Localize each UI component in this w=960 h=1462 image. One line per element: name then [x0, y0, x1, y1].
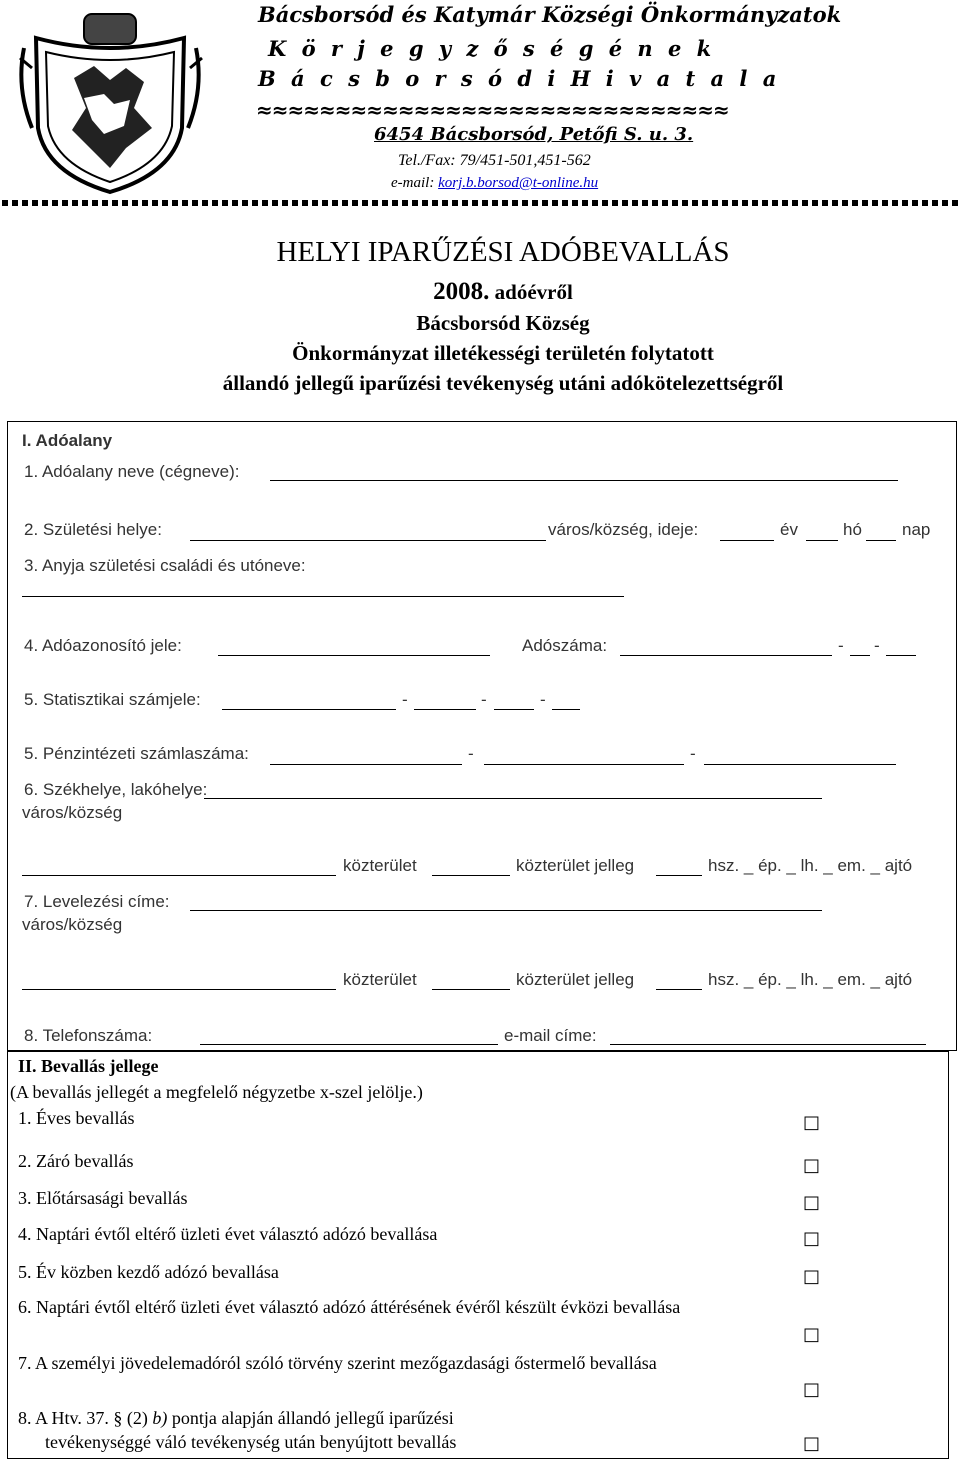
- return-type-item-continued: tevékenységgé váló tevékenység után benyújtott bevallás: [45, 1432, 457, 1452]
- stat-number-dash3: -: [540, 690, 546, 709]
- phone-label: 8. Telefonszáma:: [24, 1026, 153, 1045]
- office-phone: Tel./Fax: 79/451-501,451-562: [398, 152, 591, 169]
- email-label: e-mail:: [391, 175, 439, 191]
- return-type-checkbox[interactable]: □: [803, 1228, 821, 1249]
- email-field[interactable]: [610, 1044, 926, 1045]
- tax-number-part1-field[interactable]: [620, 655, 832, 656]
- header-dotted-divider: [2, 200, 958, 206]
- section-return-type-note: (A bevallás jellegét a megfelelő négyzetbe x-szel jelölje.): [10, 1082, 423, 1102]
- stat-number-part4-field[interactable]: [552, 709, 580, 710]
- mailing-city-label: város/község: [22, 915, 123, 934]
- section-return-type-heading: II. Bevallás jellege: [18, 1056, 159, 1076]
- form-subtitle-line2: állandó jellegű iparűzési tevékenység utáni adókötelezettségről: [222, 371, 784, 395]
- mailing-street-field[interactable]: [22, 989, 336, 990]
- decorative-wave-line: ≈≈≈≈≈≈≈≈≈≈≈≈≈≈≈≈≈≈≈≈≈≈≈≈≈≈≈≈≈≈: [256, 98, 729, 122]
- form-subtitle-line1: Önkormányzat illetékességi területén folytatott: [292, 341, 714, 365]
- return-type-checkbox[interactable]: □: [803, 1324, 821, 1345]
- return-type-checkbox[interactable]: □: [803, 1155, 821, 1176]
- tax-id-label: 4. Adóazonosító jele:: [24, 636, 182, 655]
- tax-id-field[interactable]: [218, 655, 490, 656]
- birth-place-label: 2. Születési helye:: [24, 520, 162, 539]
- tax-number-part2-field[interactable]: [850, 655, 870, 656]
- seat-street-type-field[interactable]: [432, 875, 510, 876]
- return-type-item: [18, 1408, 454, 1429]
- taxpayer-name-label: 1. Adóalany neve (cégneve):: [24, 462, 240, 481]
- bank-account-dash2: -: [690, 744, 696, 763]
- stat-number-part3-field[interactable]: [494, 709, 534, 710]
- form-municipality: Bácsborsód Község: [416, 311, 590, 335]
- bank-account-label: 5. Pénzintézeti számlaszáma:: [24, 744, 249, 763]
- birth-month-field[interactable]: [806, 540, 838, 541]
- office-name-line3: B á c s b o r s ó d i H i v a t a l a: [258, 66, 781, 91]
- seat-city-label: város/község: [22, 803, 123, 822]
- seat-street-type-label: közterület jelleg: [516, 856, 635, 875]
- return-type-item: 1. Éves bevallás: [18, 1108, 135, 1128]
- item8-part-b: § (2): [113, 1408, 153, 1428]
- office-name-line2: K ö r j e g y z ő s é g é n e k: [268, 36, 716, 61]
- bank-account-dash1: -: [468, 744, 474, 763]
- birth-month-label: hó: [843, 520, 862, 539]
- birth-day-field[interactable]: [866, 540, 896, 541]
- coat-of-arms-icon: [14, 8, 206, 196]
- stat-number-dash1: -: [402, 690, 408, 709]
- seat-street-field[interactable]: [22, 875, 336, 876]
- return-type-checkbox[interactable]: □: [803, 1112, 821, 1133]
- tax-number-part3-field[interactable]: [886, 655, 916, 656]
- return-type-checkbox[interactable]: □: [803, 1266, 821, 1287]
- email-field-label: e-mail címe:: [504, 1026, 597, 1045]
- form-title: HELYI IPARŰZÉSI ADÓBEVALLÁS: [276, 236, 730, 268]
- mailing-address-label: 7. Levelezési címe:: [24, 892, 170, 911]
- stat-number-part2-field[interactable]: [414, 709, 476, 710]
- birth-date-label: város/község, ideje:: [548, 520, 699, 539]
- return-type-item: 4. Naptári évtől eltérő üzleti évet választó adózó bevallása: [18, 1224, 438, 1244]
- return-type-item: 3. Előtársasági bevallás: [18, 1188, 188, 1208]
- birth-day-label: nap: [902, 520, 931, 539]
- birth-place-field[interactable]: [190, 540, 546, 541]
- form-year-line: [0, 278, 960, 306]
- return-type-checkbox[interactable]: □: [803, 1433, 821, 1454]
- return-type-checkbox[interactable]: □: [803, 1379, 821, 1400]
- mailing-house-number-field[interactable]: [656, 989, 702, 990]
- seat-city-field[interactable]: [204, 798, 822, 799]
- office-address: 6454 Bácsborsód, Petőfi S. u. 3.: [374, 124, 694, 145]
- item8-part-c: b): [152, 1408, 168, 1428]
- bank-account-part1-field[interactable]: [270, 764, 462, 765]
- seat-label: 6. Székhelye, lakóhelye:: [24, 780, 208, 799]
- bank-account-part2-field[interactable]: [484, 764, 684, 765]
- office-email-link[interactable]: korj.b.borsod@t-online.hu: [438, 175, 599, 191]
- mother-name-label: 3. Anyja születési családi és utóneve:: [24, 556, 306, 575]
- birth-year-field[interactable]: [720, 540, 774, 541]
- form-year: 2008.: [433, 278, 490, 305]
- item8-part-a: 8. A Htv. 37.: [18, 1408, 114, 1428]
- return-type-item: 5. Év közben kezdő adózó bevallása: [18, 1262, 279, 1282]
- mailing-street-label: közterület: [343, 970, 417, 989]
- section-taxpayer-heading: I. Adóalany: [22, 431, 113, 450]
- return-type-item: 2. Záró bevallás: [18, 1151, 134, 1171]
- mailing-street-type-label: közterület jelleg: [516, 970, 635, 989]
- item8-part-d: pontja alapján állandó jellegű iparűzési: [167, 1408, 454, 1428]
- mailing-street-type-field[interactable]: [432, 989, 510, 990]
- seat-house-details-label: hsz. _ ép. _ lh. _ em. _ ajtó: [708, 856, 913, 875]
- mother-name-field[interactable]: [22, 596, 624, 597]
- tax-number-label: Adószáma:: [522, 636, 608, 655]
- mailing-city-field[interactable]: [190, 910, 822, 911]
- phone-field[interactable]: [200, 1044, 498, 1045]
- return-type-checkbox[interactable]: □: [803, 1192, 821, 1213]
- seat-street-label: közterület: [343, 856, 417, 875]
- bank-account-part3-field[interactable]: [704, 764, 896, 765]
- return-type-item: 6. Naptári évtől eltérő üzleti évet választó adózó áttérésének évéről készült évközi bevallása: [18, 1297, 681, 1317]
- mailing-house-details-label: hsz. _ ép. _ lh. _ em. _ ajtó: [708, 970, 913, 989]
- stat-number-part1-field[interactable]: [222, 709, 396, 710]
- return-type-item: 7. A személyi jövedelemadóról szóló törvény szerint mezőgazdasági őstermelő bevallása: [18, 1353, 657, 1373]
- stat-number-dash2: -: [481, 690, 487, 709]
- stat-number-label: 5. Statisztikai számjele:: [24, 690, 201, 709]
- office-email-line: [391, 175, 598, 192]
- section-taxpayer-box: [7, 421, 957, 1051]
- tax-number-dash2: -: [874, 636, 880, 655]
- office-name-line1: Bácsborsód és Katymár Községi Önkormányzatok: [258, 2, 842, 27]
- taxpayer-name-field[interactable]: [270, 480, 898, 481]
- seat-house-number-field[interactable]: [656, 875, 702, 876]
- form-year-suffix: adóévről: [489, 280, 573, 304]
- birth-year-label: év: [780, 520, 798, 539]
- tax-number-dash1: -: [838, 636, 844, 655]
